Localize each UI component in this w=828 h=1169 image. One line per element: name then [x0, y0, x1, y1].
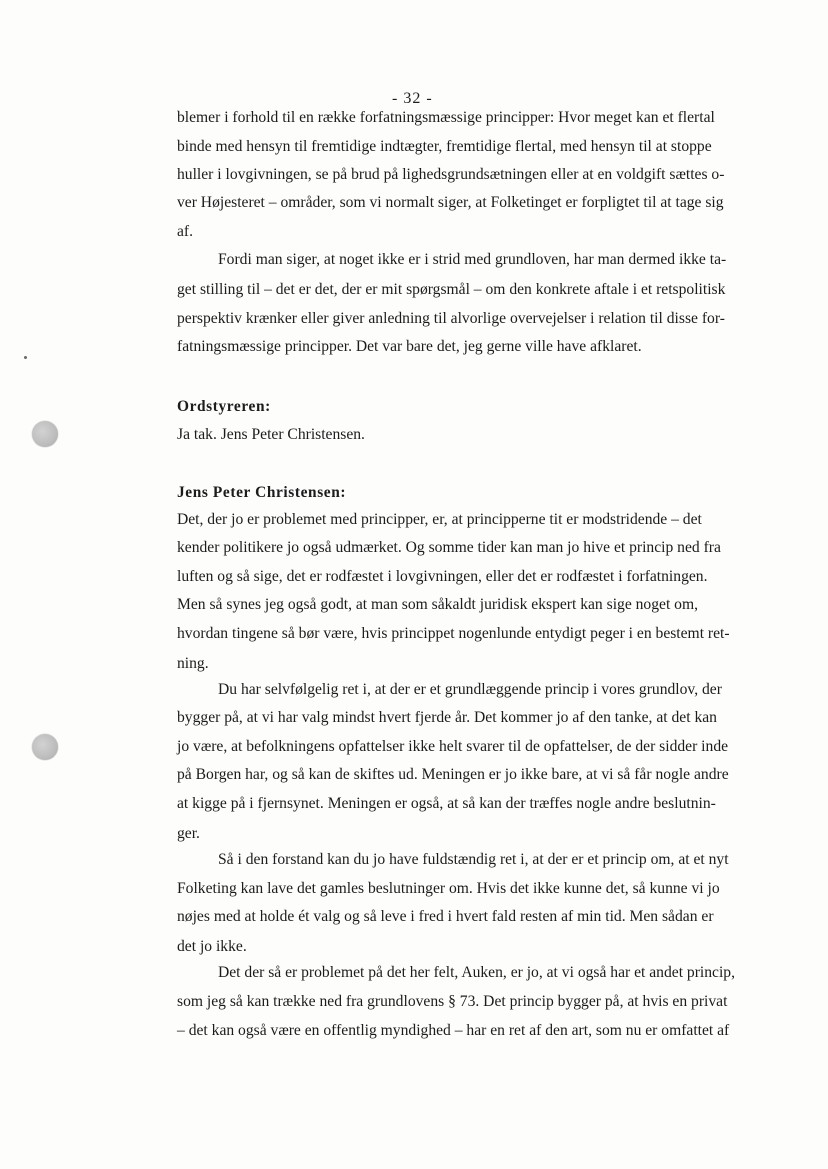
body-line: bygger på, at vi har valg mindst hvert fjerde år. Det kommer jo af den tanke, at det kan	[177, 709, 717, 726]
body-line: perspektiv krænker eller giver anledning til alvorlige overvejelser i relation til disse for-	[177, 310, 725, 327]
body-line: Ja tak. Jens Peter Christensen.	[177, 426, 365, 443]
punch-hole-top	[32, 421, 58, 447]
body-line: Fordi man siger, at noget ikke er i strid med grundloven, har man dermed ikke ta-	[218, 251, 727, 268]
body-line: luften og så sige, det er rodfæstet i lovgivningen, eller det er rodfæstet i forfatningen.	[177, 568, 708, 585]
scan-speck	[24, 356, 27, 359]
body-line: af.	[177, 223, 194, 240]
body-line: ning.	[177, 655, 209, 672]
body-line: det jo ikke.	[177, 938, 247, 955]
body-line: nøjes med at holde ét valg og så leve i fred i hvert fald resten af min tid. Men sådan er	[177, 908, 714, 925]
body-line: Det der så er problemet på det her felt, Auken, er jo, at vi også har et andet princip,	[218, 964, 735, 981]
body-line: blemer i forhold til en række forfatningsmæssige principper: Hvor meget kan et flertal	[177, 109, 715, 126]
page-number: - 32 -	[392, 90, 433, 107]
body-line: ver Højesteret – områder, som vi normalt siger, at Folketinget er forpligtet til at tage sig	[177, 194, 724, 211]
body-line: Så i den forstand kan du jo have fuldstændig ret i, at der er et princip om, at et nyt	[218, 851, 729, 868]
body-line: Det, der jo er problemet med principper, er, at principperne tit er modstridende – det	[177, 511, 702, 528]
punch-hole-bottom	[32, 734, 58, 760]
body-line: Folketing kan lave det gamles beslutninger om. Hvis det ikke kunne det, så kunne vi jo	[177, 880, 720, 897]
body-line: kender politikere jo også udmærket. Og somme tider kan man jo hive et princip ned fra	[177, 539, 721, 556]
body-line: at kigge på i fjernsynet. Meningen er også, at så kan der træffes nogle andre beslutnin-	[177, 795, 716, 812]
body-line: på Borgen har, og så kan de skiftes ud. Meningen er jo ikke bare, at vi så får nogle andre	[177, 766, 729, 783]
body-line: jo være, at befolkningens opfattelser ikke helt svarer til de opfattelser, de der sidder inde	[177, 738, 729, 755]
body-line: fatningsmæssige principper. Det var bare det, jeg gerne ville have afklaret.	[177, 338, 642, 355]
body-line: ger.	[177, 825, 200, 842]
body-line: huller i lovgivningen, se på brud på lighedsgrundsætningen eller at en voldgift sættes o-	[177, 166, 725, 183]
body-line: Du har selvfølgelig ret i, at der er et grundlæggende princip i vores grundlov, der	[218, 681, 722, 698]
body-line: binde med hensyn til fremtidige indtægter, fremtidige flertal, med hensyn til at stoppe	[177, 138, 712, 155]
body-line: Men så synes jeg også godt, at man som såkaldt juridisk ekspert kan sige noget om,	[177, 596, 699, 613]
body-line: – det kan også være en offentlig myndighed – har en ret af den art, som nu er omfattet af	[177, 1022, 730, 1039]
speaker-heading: Jens Peter Christensen:	[177, 484, 347, 501]
body-line: get stilling til – det er det, der er mit spørgsmål – om den konkrete aftale i et retspolitisk	[177, 281, 726, 298]
body-line: hvordan tingene så bør være, hvis princippet nogenlunde entydigt peger i en bestemt ret-	[177, 625, 730, 642]
speaker-heading: Ordstyreren:	[177, 398, 271, 415]
body-line: som jeg så kan trække ned fra grundlovens § 73. Det princip bygger på, at hvis en privat	[177, 993, 728, 1010]
